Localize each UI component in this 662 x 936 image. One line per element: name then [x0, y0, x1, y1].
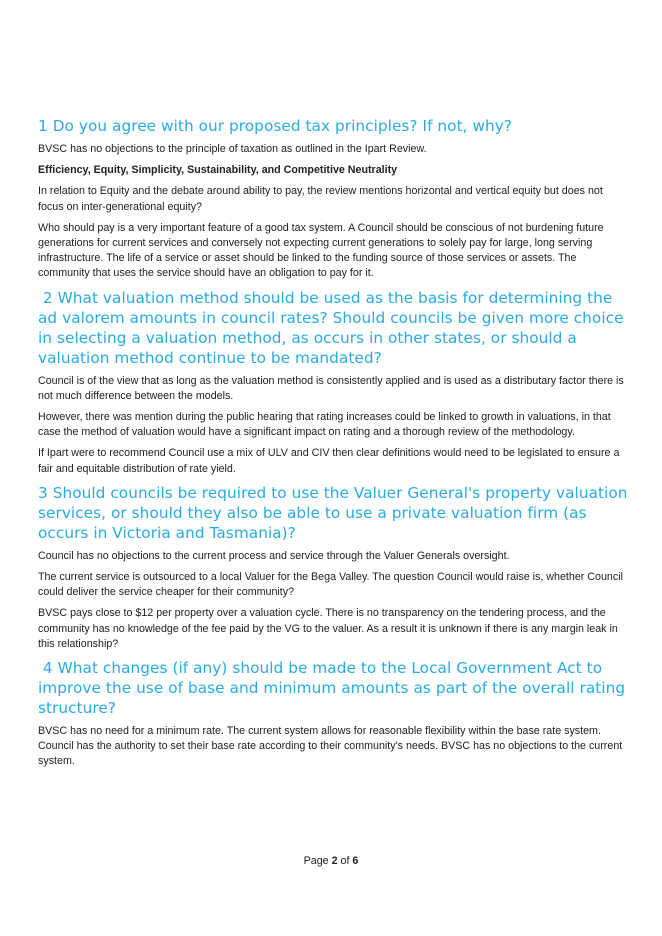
question-4-paragraph-1: BVSC has no need for a minimum rate. The current system allows for reasonable flexibility within the base rate system. Council has the authority to set their base rate according to their community's needs. BVSC has no objections to the current system. — [38, 725, 623, 768]
footer-page-of: of — [337, 855, 353, 867]
question-2-paragraph-3: If Ipart were to recommend Council use a mix of ULV and CIV then clear definitions would need to be legislated to ensure a fair and equitable distribution of rate yield. — [38, 447, 620, 475]
page-footer — [0, 855, 662, 867]
question-1-paragraph-1: BVSC has no objections to the principle of taxation as outlined in the Ipart Review. — [38, 143, 427, 155]
question-2-paragraph-1: Council is of the view that as long as the valuation method is consistently applied and is used as a distributary factor there is not much difference between the models. — [38, 374, 624, 402]
question-2-heading: 2 What valuation method should be used as the basis for determining the ad valorem amounts in council rates? Should councils be given more choice in selecting a valuation method, as occurs in other states, or should a valuation method continue to be mandated? — [38, 288, 629, 367]
question-1-paragraph-3: Who should pay is a very important feature of a good tax system. A Council should be conscious of not burdening future generations for current services and conversely not expecting current generations to solely pay for large, long serving infrastructure. The life of a service or asset should be linked to the funding source of those services or assets. The community that uses the service should have an obligation to pay for it. — [38, 221, 604, 280]
section-question-2 — [38, 288, 628, 477]
section-question-4 — [38, 658, 631, 770]
section-question-1 — [38, 116, 628, 282]
footer-page-prefix: Page — [303, 855, 332, 867]
question-3-heading: 3 Should councils be required to use the Valuer General's property valuation services, or should they also be able to use a private valuation firm (as occurs in Victoria and Tasmania)? — [38, 483, 628, 542]
question-3-paragraph-2: The current service is outsourced to a local Valuer for the Bega Valley. The question Council would raise is, whether Council could deliver the service cheaper for their community? — [38, 571, 623, 599]
question-1-principles-subheading: Efficiency, Equity, Simplicity, Sustainability, and Competitive Neutrality — [38, 164, 398, 177]
page-content — [38, 116, 631, 776]
question-3-paragraph-1: Council has no objections to the current process and service through the Valuer Generals oversight. — [38, 549, 510, 562]
footer-total-pages: 6 — [352, 855, 359, 867]
question-2-paragraph-2: However, there was mention during the public hearing that rating increases could be linked to growth in valuations, in that case the method of valuation would have a significant impact on rating and a thorough review of the methodology. — [38, 411, 611, 439]
question-3-paragraph-3: BVSC pays close to $12 per property over a valuation cycle. There is no transparency on the tendering process, and the community has no knowledge of the fee paid by the VG to the valuer. As a result it is unknown if there is any margin leak in this relationship? — [38, 607, 618, 650]
section-question-3 — [38, 483, 628, 652]
question-4-heading: 4 What changes (if any) should be made to the Local Government Act to improve the use of base and minimum amounts as part of the overall rating structure? — [38, 659, 631, 718]
question-1-paragraph-2: In relation to Equity and the debate around ability to pay, the review mentions horizontal and vertical equity but does not focus on inter-generational equity? — [38, 185, 603, 213]
question-1-heading: 1 Do you agree with our proposed tax principles? If not, why? — [38, 117, 513, 135]
footer-current-page: 2 — [331, 855, 338, 867]
